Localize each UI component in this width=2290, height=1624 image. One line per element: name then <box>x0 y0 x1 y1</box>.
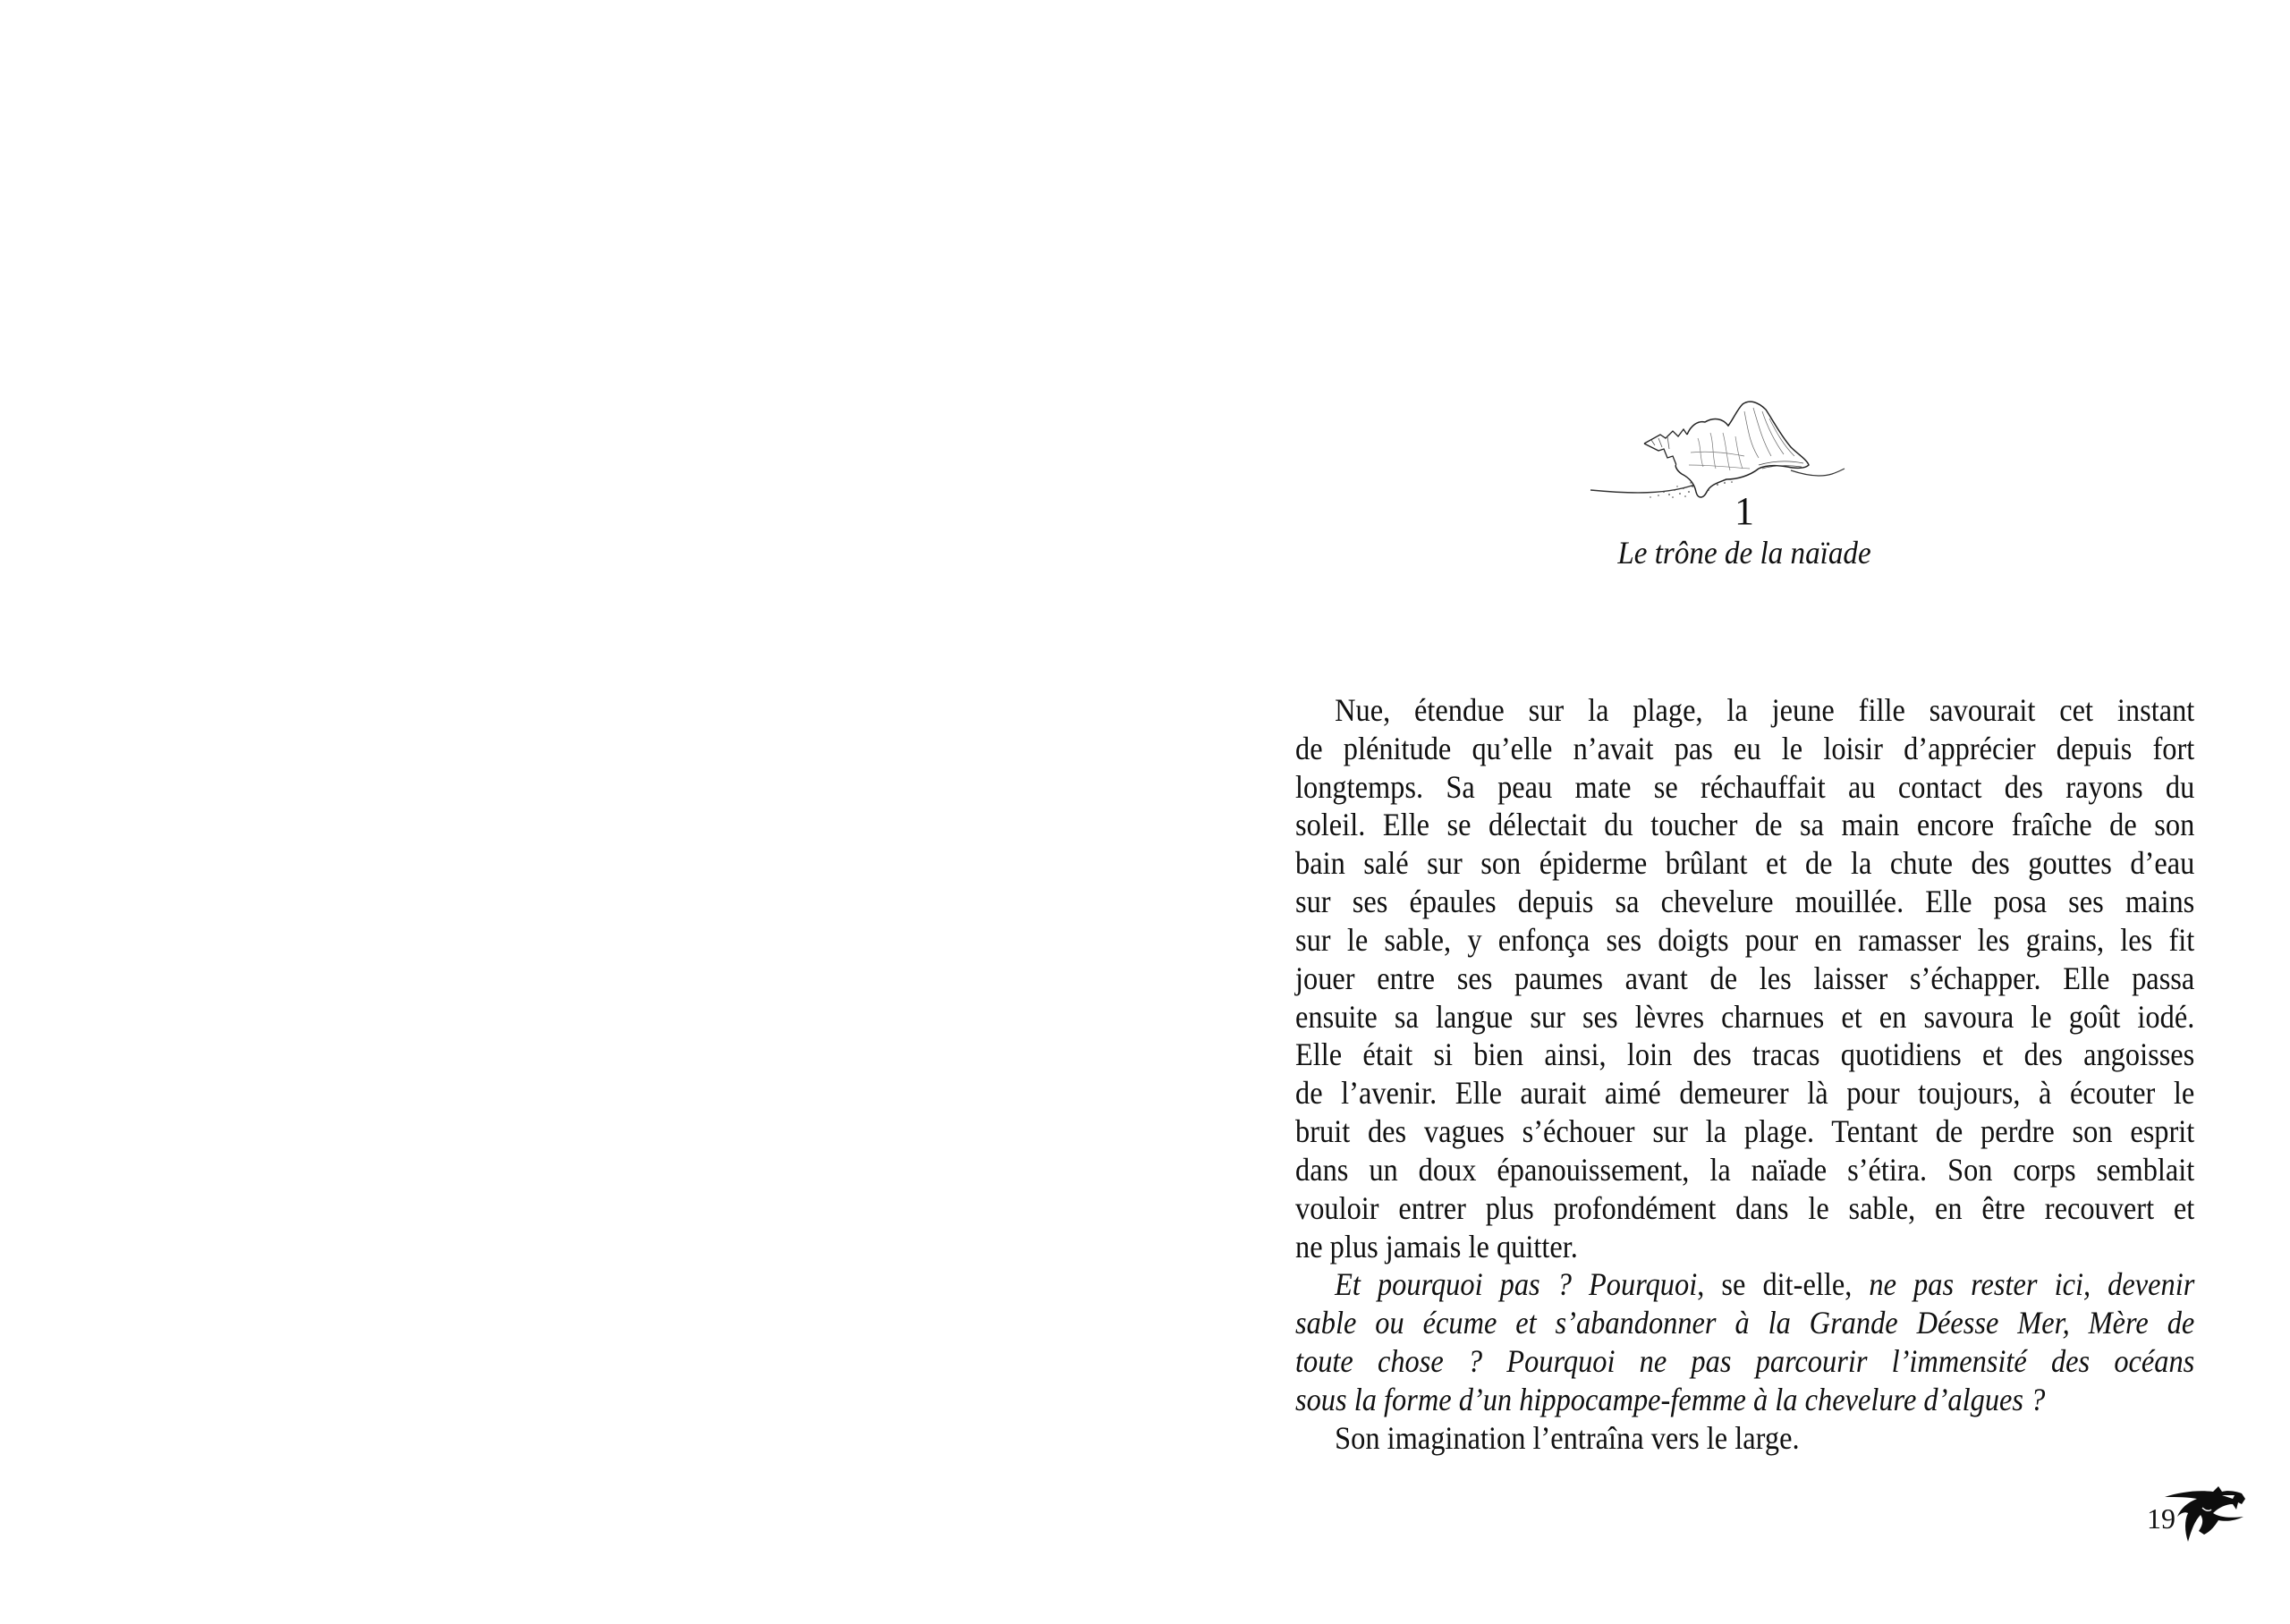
text-line <box>1295 1342 2194 1381</box>
text-run: Nue, étendue sur la plage, la jeune fille savourait cet instant <box>1335 692 2195 728</box>
text-run: , se dit-elle, <box>1697 1266 1870 1303</box>
dragon-head-icon <box>2163 1484 2252 1544</box>
italic-text: Et pourquoi pas ? Pourquoi <box>1335 1266 1698 1303</box>
text-run: de plénitude qu’elle n’avait pas eu le loisir d’apprécier depuis fort <box>1295 730 2195 766</box>
text-line <box>1295 691 2194 730</box>
text-line <box>1295 806 2194 844</box>
italic-text: sable ou écume et s’abandonner à la Grande Déesse Mer, Mère de <box>1295 1305 2195 1341</box>
text-run: soleil. Elle se délectait du toucher de sa main encore fraîche de son <box>1295 807 2195 843</box>
text-line <box>1295 1074 2194 1112</box>
text-line <box>1295 1112 2194 1151</box>
text-line <box>1295 998 2194 1036</box>
text-run: bruit des vagues s’échouer sur la plage. Tentant de perdre son esprit <box>1295 1113 2195 1150</box>
text-line <box>1295 1228 2194 1266</box>
text-line <box>1295 1381 2194 1419</box>
text-run: ne plus jamais le quitter. <box>1295 1228 1578 1265</box>
text-line <box>1295 730 2194 768</box>
text-line <box>1295 921 2194 960</box>
text-line <box>1295 844 2194 883</box>
text-run: ensuite sa langue sur ses lèvres charnues et en savoura le goût iodé. <box>1295 998 2195 1035</box>
page-number: 19 <box>2147 1502 2176 1535</box>
text-line <box>1295 1304 2194 1342</box>
italic-text: ne pas rester ici, devenir <box>1869 1266 2195 1303</box>
text-run: de l’avenir. Elle aurait aimé demeurer là pour toujours, à écouter le <box>1295 1075 2195 1112</box>
text-run: longtemps. Sa peau mate se réchauffait au contact des rayons du <box>1295 768 2195 805</box>
text-run: Son imagination l’entraîna vers le large. <box>1335 1419 1800 1456</box>
text-run: sur ses épaules depuis sa chevelure mouillée. Elle posa ses mains <box>1295 884 2195 920</box>
text-run: bain salé sur son épiderme brûlant et de la chute des gouttes d’eau <box>1295 845 2195 882</box>
chapter-title: Le trône de la naïade <box>1617 535 1871 571</box>
italic-text: toute chose ? Pourquoi ne pas parcourir l’immensité des océans <box>1295 1343 2195 1380</box>
text-line <box>1295 1036 2194 1074</box>
text-run: jouer entre ses paumes avant de les laisser s’échapper. Elle passa <box>1295 960 2195 996</box>
text-run: Elle était si bien ainsi, loin des tracas quotidiens et des angoisses <box>1295 1036 2195 1073</box>
text-line <box>1295 960 2194 998</box>
chapter-body-text <box>1295 691 2194 1458</box>
text-line <box>1295 1151 2194 1189</box>
text-line <box>1295 1189 2194 1228</box>
text-run: sur le sable, y enfonça ses doigts pour en ramasser les grains, les fit <box>1295 921 2195 958</box>
text-run: vouloir entrer plus profondément dans le sable, en être recouvert et <box>1295 1189 2195 1226</box>
text-line <box>1295 1265 2194 1304</box>
chapter-number: 1 <box>1734 489 1754 533</box>
text-line <box>1295 768 2194 807</box>
text-line <box>1295 1419 2194 1458</box>
italic-text: sous la forme d’un hippocampe-femme à la chevelure d’algues ? <box>1295 1381 2046 1417</box>
text-line <box>1295 883 2194 921</box>
text-run: dans un doux épanouissement, la naïade s’étira. Son corps semblait <box>1295 1151 2195 1188</box>
